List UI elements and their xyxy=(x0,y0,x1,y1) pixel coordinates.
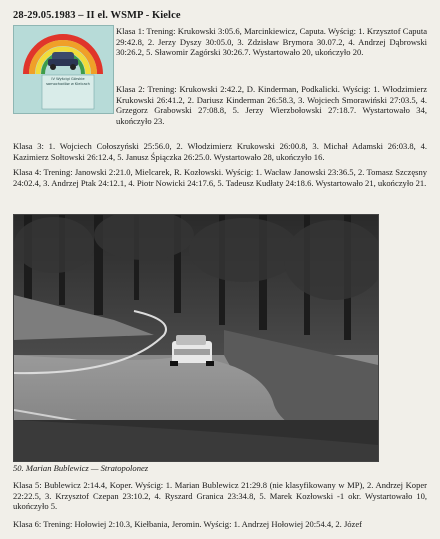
class-3-results: Klasa 3: 1. Wojciech Cołoszyński 25:56.0, 2. Włodzimierz Krukowski 26:00.8, 3. Michał Adamski 26:03.8, 4. Kazimierz Sołtowski 26:12.4, 5. Janusz Śpiączka 26:25.0. Wystartowało 28, ukończyło 16. xyxy=(13,141,427,162)
race-photo xyxy=(13,214,379,462)
badge-text: IV Wyścigi Górskie samochodów w Kielcach xyxy=(46,77,90,86)
class-4-results: Klasa 4: Trening: Janowski 2:21.0, Mielcarek, R. Kozłowski. Wyścig: 1. Wacław Janowski 23:36.5, 2. Tomasz Szczęsny 24:02.4, 3. Andrzej Ptak 24:12.1, 4. Piotr Nowicki 24:17.6, 5. Tadeusz Kudłaty 24:18.6. Wystartowało 21, ukończyło 21. xyxy=(13,167,427,188)
class-2-results: Klasa 2: Trening: Krukowski 2:42.2, D. Kinderman, Podkalicki. Wyścig: 1. Włodzimierz Krukowski 26:41.2, 2. Dariusz Kinderman 26:58.3, 3. Wojciech Smorawiński 27:03.5, 4. Grzegorz Grabowski 27:08.8, 5. Jerzy Wierzbołowski 27:18.7. Wystartowało 34, ukończyło 23. xyxy=(116,84,427,126)
event-badge-image xyxy=(13,25,114,114)
badge-emblem-icon xyxy=(14,26,113,113)
class-1-results: Klasa 1: Trening: Krukowski 3:05.6, Marcinkiewicz, Caputa. Wyścig: 1. Krzysztof Caputa 29:42.8, 2. Jerzy Dyszy 30:05.0, 3. Zdzisław Brymora 30.07.2, 4. Andrzej Dąbrowski 30:26.2, 5. Sławomir Zagórski 30:26.7. Wystartowało 20, ukończyło 20. xyxy=(116,26,427,58)
class-6-results: Klasa 6: Trening: Hołowiej 2:10.3, Kiełbania, Jeromin. Wyścig: 1. Andrzej Hołowiej 20:54.4, 2. Józef xyxy=(13,519,362,529)
photo-caption: 50. Marian Bublewicz — Stratopolonez xyxy=(13,463,149,473)
event-heading: 28-29.05.1983 – II el. WSMP - Kielce xyxy=(13,10,181,21)
race-photo-image xyxy=(14,215,378,461)
class-5-results: Klasa 5: Bublewicz 2:14.4, Koper. Wyścig: 1. Marian Bublewicz 21:29.8 (nie klasyfikowany w MP), 2. Andrzej Koper 22:22.5, 3. Krzysztof Czepan 23:10.2, 4. Ryszard Granica 23:34.8, 5. Marek Kozłowski -1 okr. Wystartowało 10, ukończyło 5. xyxy=(13,480,427,512)
